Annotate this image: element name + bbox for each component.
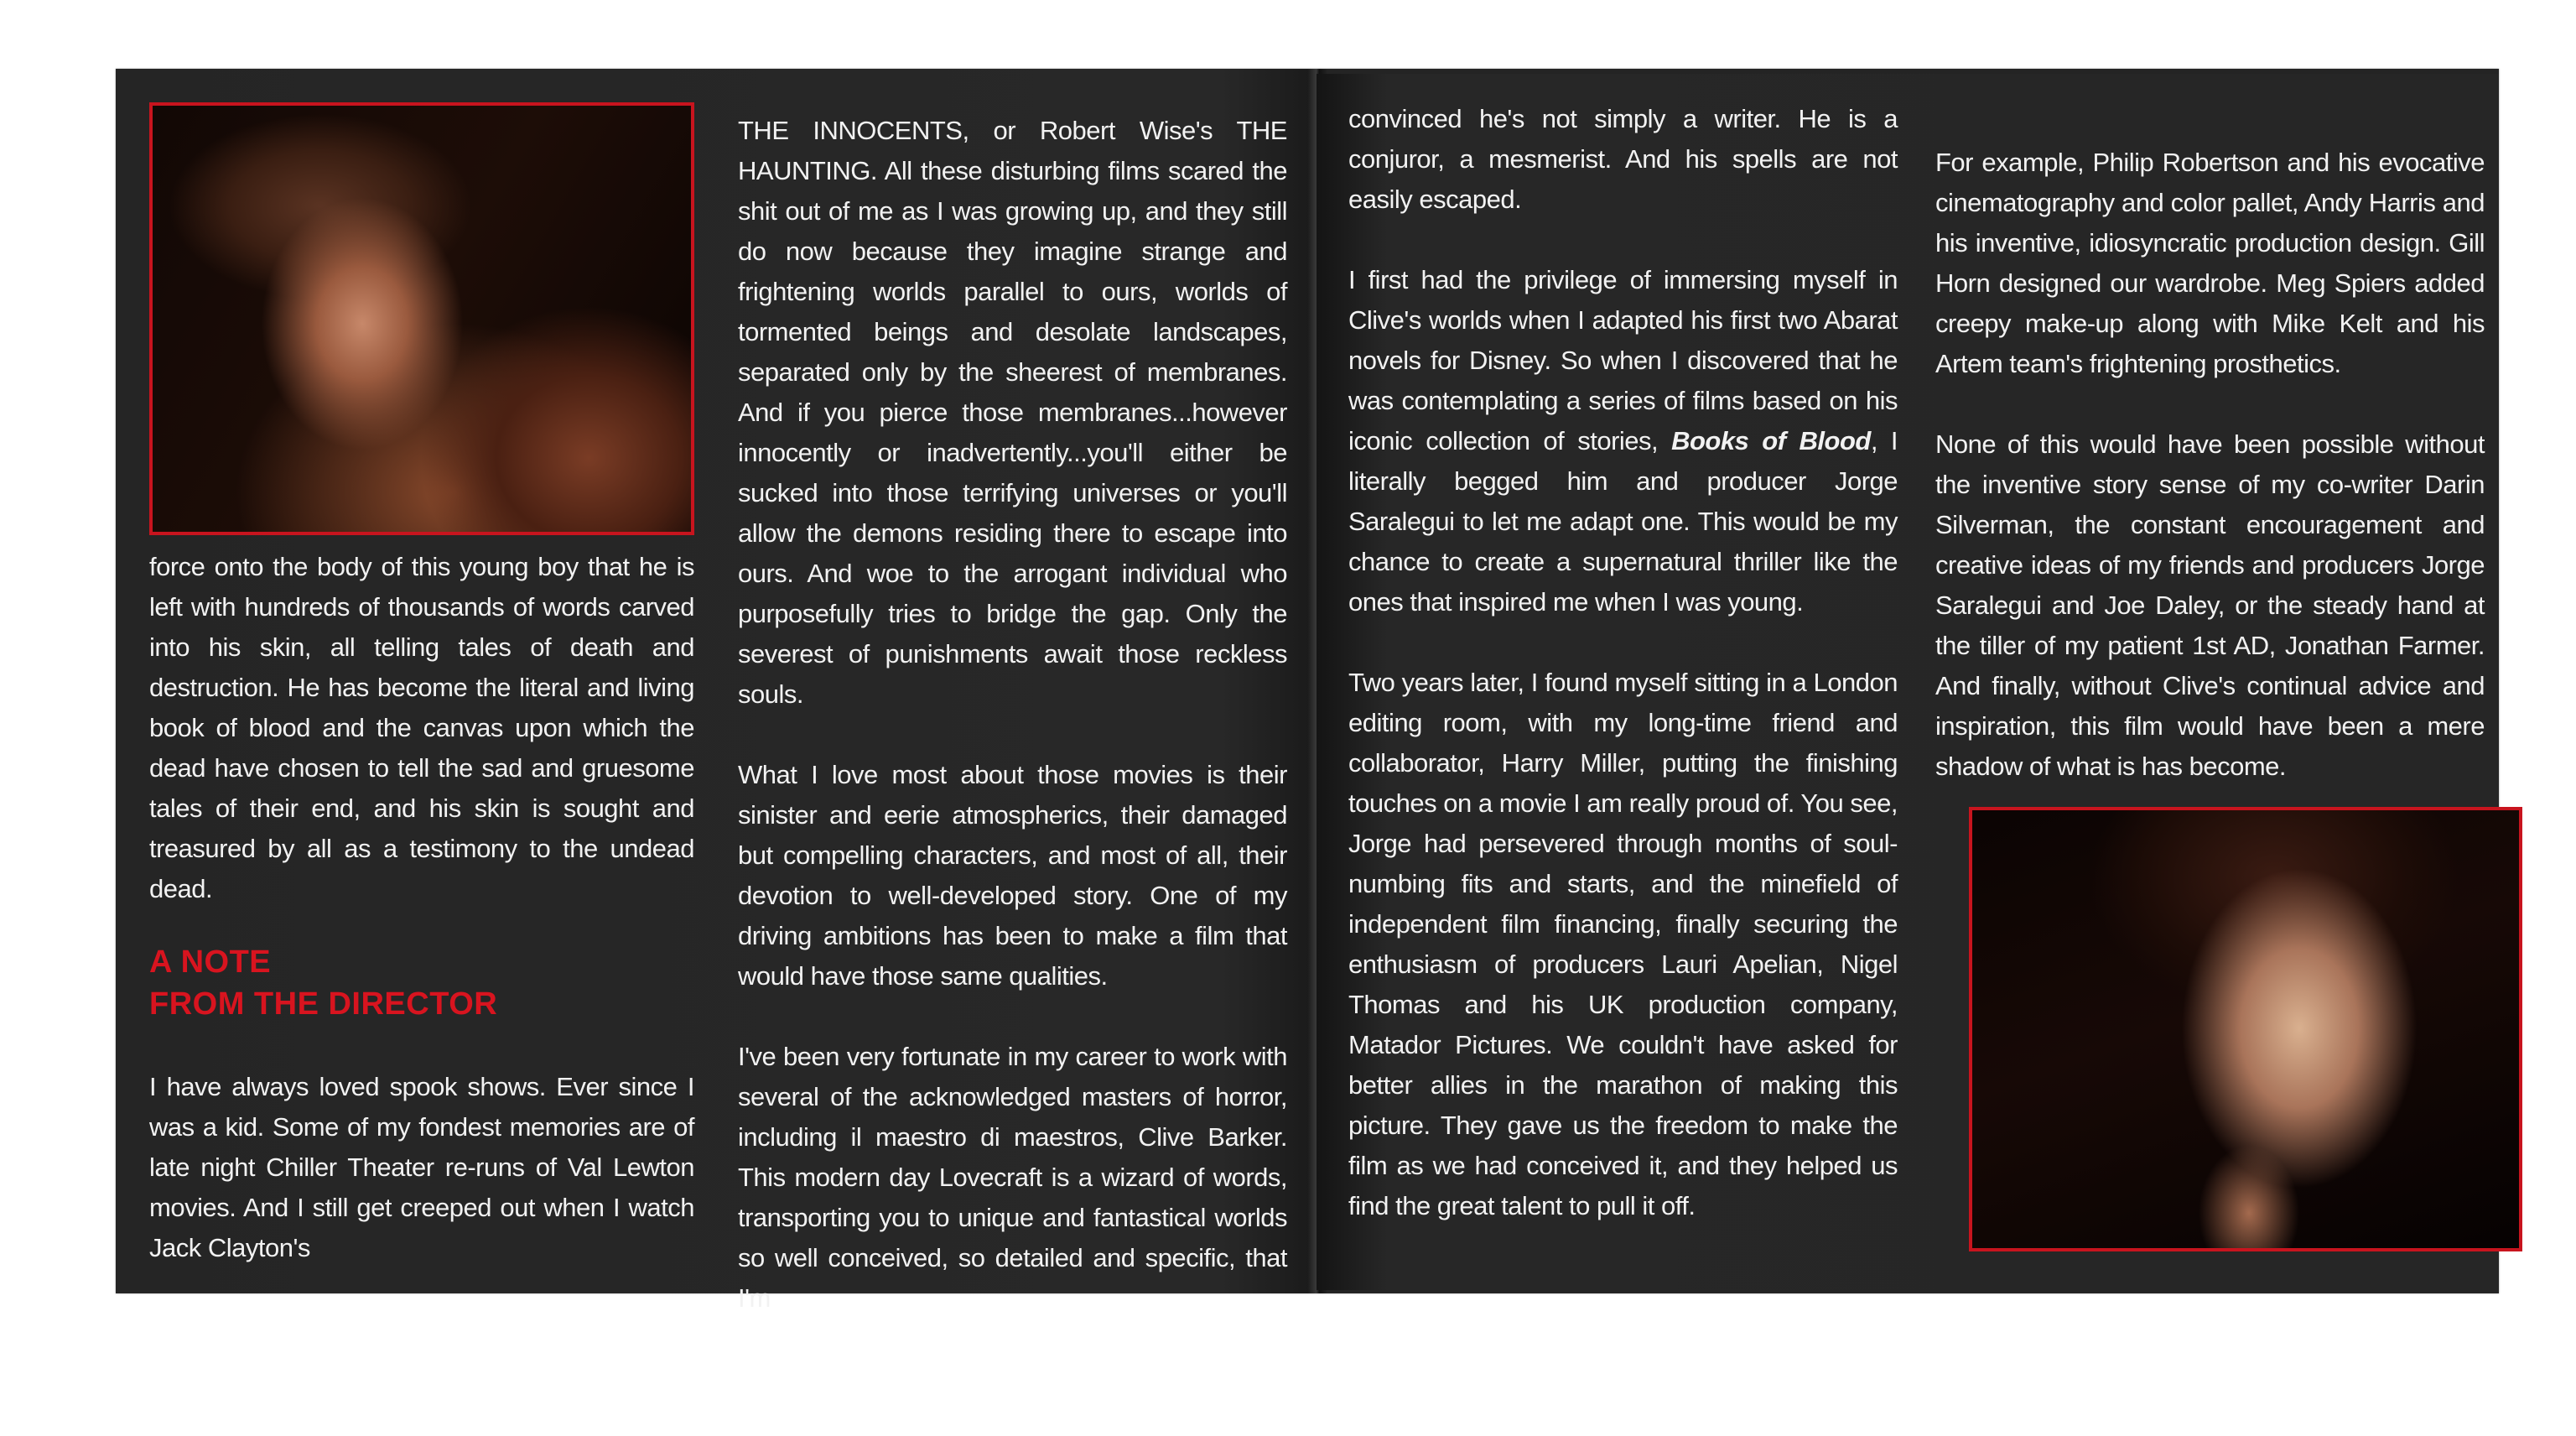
- column-two-paragraph-2: What I love most about those movies is their sinister and eerie atmospherics, their damaged but compelling characters, and most of all, their devotion to well-developed story. One of my driving ambitions has been to make a film that would have those same qualities.: [738, 760, 1287, 991]
- column-three-paragraph-1: convinced he's not simply a writer. He is a conjuror, a mesmerist. And his spells are not easily escaped.: [1348, 104, 1898, 214]
- column-two-paragraph-3: I've been very fortunate in my career to work with several of the acknowledged masters of horror, including il maestro di maestros, Clive Barker. This modern day Lovecraft is a wizard of words, transporting you to unique and fantastical worlds so well conceived, so detailed and specific, that I'm: [738, 1042, 1287, 1313]
- caption-paragraph: force onto the body of this young boy that he is left with hundreds of thousands of words carved into his skin, all telling tales of death and destruction. He has become the literal and living book of blood and the canvas upon which the dead have chosen to tell the sad and gruesome tales of their end, and his skin is sought and treasured by all as a testimony to the undead dead.: [149, 552, 694, 903]
- column-three-paragraph-3: Two years later, I found myself sitting in a London editing room, with my long-time friend and collaborator, Harry Miller, putting the finishing touches on a movie I am really proud of. You see, Jorge had persevered through months of soul-numbing fits and starts, and the minefield of independent film financing, finally securing the enthusiasm of producers Lauri Apelian, Nigel Thomas and his UK production company, Matador Pictures. We couldn't have asked for better allies in the marathon of making this picture. They gave us the freedom to make the film as we had conceived it, and they helped us find the great talent to pull it off.: [1348, 668, 1898, 1220]
- photo-young-boy: [149, 102, 694, 535]
- column-three-paragraph-2-end: , I literally begged him and producer Jorge Saralegui to let me adapt one. This would be my chance to create a supernatural thriller like the ones that inspired me when I was young.: [1348, 426, 1898, 617]
- booklet-spread: [116, 69, 2499, 1313]
- photo-woman: [1969, 807, 2522, 1251]
- column-four-paragraph-2: None of this would have been possible without the inventive story sense of my co-writer Darin Silverman, the constant encouragement and creative ideas of my friends and producers Jorge Saralegui and Joe Daley, or the steady hand at the tiller of my patient 1st AD, Jonathan Farmer. And finally, without Clive's continual advice and inspiration, this film would have been a mere shadow of what is has become.: [1935, 429, 2485, 781]
- column-three: [1348, 99, 1898, 1226]
- caption-text-block: [149, 547, 694, 909]
- column-three-paragraph-2: [1348, 260, 1898, 622]
- column-two-paragraph-1: THE INNOCENTS, or Robert Wise's THE HAUNTING. All these disturbing films scared the shit out of me as I was growing up, and they still do now because they imagine strange and frightening worlds parallel to ours, worlds of tormented beings and desolate landscapes, separated only by the sheerest of membranes. And if you pierce those membranes...however innocently or inadvertently...you'll either be sucked into those terrifying universes or you'll allow the demons residing there to escape into ours. And woe to the arrogant individual who purposefully tries to bridge the gap. Only the severest of punishments await those reckless souls.: [738, 116, 1287, 709]
- column-three-paragraph-2-start: I first had the privilege of immersing myself in Clive's worlds when I adapted his first two Abarat novels for Disney. So when I discovered that he was contemplating a series of films based on his iconic collection of stories,: [1348, 265, 1898, 455]
- intro-text-block: [149, 1067, 694, 1268]
- column-four: [1935, 143, 2485, 787]
- column-four-paragraph-1: For example, Philip Robertson and his evocative cinematography and color pallet, Andy Harris and his inventive, idiosyncratic production design. Gill Horn designed our wardrobe. Meg Spiers added creepy make-up along with Mike Kelt and his Artem team's frightening prosthetics.: [1935, 148, 2485, 378]
- intro-paragraph: I have always loved spook shows. Ever since I was a kid. Some of my fondest memories are of late night Chiller Theater re-runs of Val Lewton movies. And I still get creeped out when I watch Jack Clayton's: [149, 1072, 694, 1262]
- director-note-heading: A NOTE FROM THE DIRECTOR: [149, 944, 498, 1022]
- left-page: [116, 69, 1317, 1313]
- column-two: [738, 111, 1287, 1319]
- books-of-blood-title: Books of Blood: [1671, 426, 1871, 455]
